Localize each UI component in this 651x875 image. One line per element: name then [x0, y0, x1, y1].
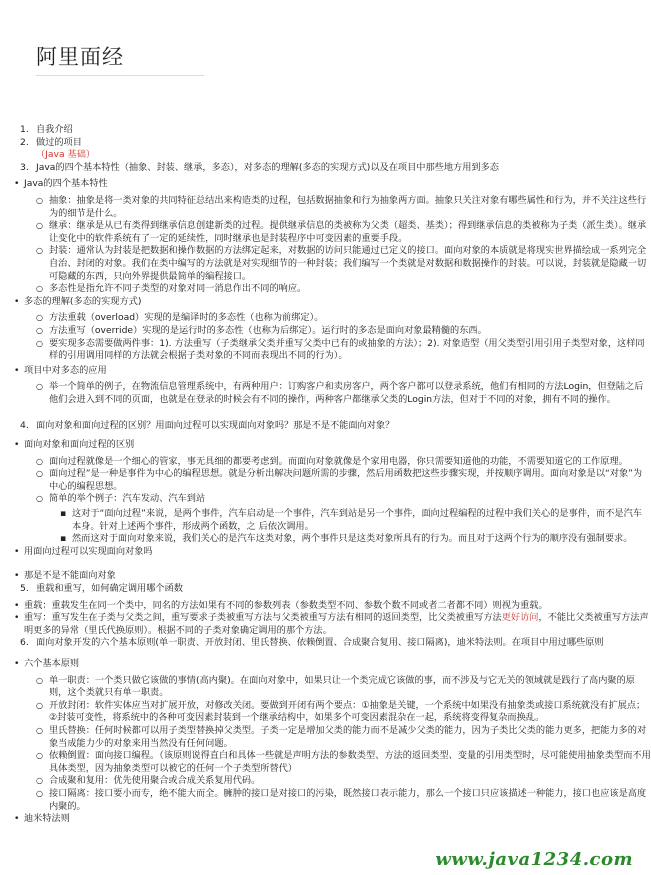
bullet-icon: •	[14, 570, 20, 582]
circle-bullet-icon: ○	[36, 469, 43, 479]
item-text: Java的四个基本特性（抽象、封装、继承，多态），对多态的理解(多态的实现方式)以及在项目中那些地方用到多态	[36, 161, 499, 173]
bullet-icon: •	[14, 657, 20, 669]
sub-sub-bullet-item: ▪ 这对于“面向过程”来说，是两个事件，汽车启动是一个事件，汽车到站是另一个事件，面向过程编程的过程中我们关心的是事件，而不是汽车本身。针对上述两个事件，形成两个函数，之 后依次调用。	[60, 508, 642, 532]
sub-bullet-item: ○ 面向过程”是一种是事件为中心的编程思想。就是分析出解决问题所需的步骤，然后用函数把这些步骤实现，并按顺序调用。面向对象是以“对象”为中心的编程思想。	[36, 468, 643, 492]
question-list	[0, 124, 651, 826]
bullet-icon: •	[14, 295, 20, 307]
bullet-item: • 重载：重载发生在同一个类中，同名的方法如果有不同的参数列表（参数类型不同、参数个数不同或者二者都不同）则视为重载。	[14, 599, 548, 611]
bullet-icon: •	[14, 364, 20, 376]
bullet-item: • 项目中对多态的应用	[14, 364, 107, 376]
bullet-icon: •	[14, 178, 20, 190]
title-divider	[36, 75, 204, 76]
square-bullet-icon: ▪	[60, 533, 67, 545]
circle-bullet-icon: ○	[36, 675, 43, 685]
sub-bullet-item: ○ 方法重载（overload）实现的是编译时的多态性（也称为前绑定）。	[36, 312, 324, 324]
circle-bullet-icon: ○	[36, 494, 43, 504]
sub-bullet-item: ○ 合成聚和复用：优先使用聚合或合成关系复用代码。	[36, 775, 261, 787]
circle-bullet-icon: ○	[36, 776, 43, 786]
bullet-item: • 面向对象和面向过程的区别	[14, 439, 135, 451]
sub-bullet-item: ○ 面向过程就像是一个细心的管家，事无具细的都要考虑到。而面向对象就像是个家用电器，你只需要知道他的功能，不需要知道它的工作原理。	[36, 455, 628, 467]
sub-bullet-item: ○ 开放封闭：软件实体应当对扩展开放，对修改关闭。要做到开闭有两个要点：①抽象是关键，一个系统中如果没有抽象类或接口系统就没有扩展点；②封装可变性，将系统中的各种可变因素封装到一个继承结构中，如果多个可变因素混杂在一起，系统将变得复杂而换乱。	[36, 699, 646, 724]
bullet-item: • 那是不是不能面向对象	[14, 570, 116, 582]
item-number: 1.	[20, 124, 29, 135]
item-number: 6.	[20, 637, 29, 649]
circle-bullet-icon: ○	[36, 338, 43, 348]
circle-bullet-icon: ○	[36, 700, 43, 710]
circle-bullet-icon: ○	[36, 751, 43, 761]
bullet-icon: •	[14, 545, 20, 557]
item-number: 5.	[20, 583, 29, 594]
sub-bullet-item: ○ 简单的举个例子：汽车发动、汽车到站	[36, 493, 206, 505]
bullet-item: • 迪米特法则	[14, 813, 70, 825]
question-item	[0, 583, 651, 596]
sub-sub-bullet-item: ▪ 然而这对于面向对象来说，我们关心的是汽车这类对象，两个事件只是这类对象所具有的行为。而且对于这两个行为的顺序没有强制要求。	[60, 533, 633, 545]
circle-bullet-icon: ○	[36, 246, 43, 256]
circle-bullet-icon: ○	[36, 221, 43, 231]
sub-bullet-item: ○ 接口隔离：接口要小而专，绝不能大而全。臃肿的接口是对接口的污染，既然接口表示能力，那么一个接口只应该描述一种能力，接口也应该是高度内聚的。	[36, 787, 647, 812]
sub-bullet-item: ○ 要实现多态需要做两件事：1). 方法重写（子类继承父类并重写父类中已有的或抽象的方法）；2). 对象造型（用父类型引用引用子类型对象，这样同样的引用调用同样的方法就会根据子类对象的不同而表现出不同的行为）。	[36, 337, 645, 362]
circle-bullet-icon: ○	[36, 725, 43, 735]
sub-bullet-item: ○ 继承：继承是从已有类得到继承信息创建新类的过程。提供继承信息的类被称为父类（超类、基类）；得到继承信息的类被称为子类（派生类）。继承让变化中的软件系统有了一定的延续性，同时继承也是封装程序中可变因素的重要手段。	[36, 220, 647, 244]
circle-bullet-icon: ○	[36, 195, 43, 205]
square-bullet-icon: ▪	[60, 508, 67, 520]
watermark: www.java1234.com	[435, 849, 633, 871]
question-item	[0, 420, 651, 433]
item-number: 4.	[20, 420, 29, 432]
circle-bullet-icon: ○	[36, 382, 43, 392]
bullet-item: • 六个基本原则	[14, 657, 80, 669]
item-number: 3.	[20, 161, 29, 173]
sub-bullet-item: ○ 方法重写（override）实现的是运行时的多态性（也称为后绑定）。运行时的多态是面向对象最精髓的东西。	[36, 324, 487, 336]
item-text: 自我介绍	[36, 124, 73, 135]
item-number: 2.	[20, 136, 29, 148]
sub-bullet-item: ○ 里氏替换：任何时候都可以用子类型替换掉父类型。子类一定是增加父类的能力而不是减少父类的能力，因为子类比父类的能力更多，把能力多的对象当成能力少的对象来用当然没有任何问题。	[36, 724, 647, 749]
circle-bullet-icon: ○	[36, 788, 43, 798]
question-item	[0, 137, 651, 162]
sub-bullet-item: ○ 封装：通常认为封装是把数据和操作数据的方法绑定起来，对数据的访问只能通过已定义的接口。面向对象的本质就是将现实世界描绘成一系列完全自治、封闭的对象。我们在类中编写的方法就是对实现细节的一种封装；我们编写一个类就是对数据和数据操作的封装。可以说，封装就是隐藏一切可隐藏的东西，只向外界提供最简单的编程接口。	[36, 245, 647, 282]
sub-bullet-item: ○ 举一个简单的例子，在物流信息管理系统中，有两种用户：订购客户和卖房客户，两个客户都可以登录系统，他们有相同的方法Login，但登陆之后他们会进入到不同的页面，也就是在登录的时候会有不同的操作，两种客户都继承父类的Login方法，但对于不同的对象，拥有不同的操作。	[36, 381, 644, 405]
page-title: 阿里面经	[36, 45, 124, 69]
sub-bullet-item: ○ 抽象：抽象是将一类对象的共同特征总结出来构造类的过程，包括数据抽象和行为抽象两方面。抽象只关注对象有哪些属性和行为，并不关注这些行为的细节是什么。	[36, 194, 647, 219]
bullet-icon: •	[14, 813, 20, 825]
item-text: 重载和重写，如何确定调用哪个函数	[36, 583, 183, 594]
question-item	[0, 162, 651, 175]
bullet-icon: •	[14, 599, 20, 611]
sub-bullet-item: ○ 多态性是指允许不同子类型的对象对同一消息作出不同的响应。	[36, 283, 307, 295]
bullet-icon: •	[14, 439, 20, 451]
sub-bullet-item: ○ 单一职责：一个类只做它该做的事情(高内聚)。在面向对象中，如果只让一个类完成它该做的事，而不涉及与它无关的领域就是践行了高内聚的原则，这个类就只有单一职责。	[36, 674, 635, 699]
circle-bullet-icon: ○	[36, 284, 43, 294]
item-text: 面向对象开发的六个基本原则(单一职责、开放封闭、里氏替换、依赖倒置、合成聚合复用、接口隔离)，迪米特法则。在项目中用过哪些原则	[36, 637, 604, 649]
item-text: 做过的项目	[36, 136, 82, 148]
circle-bullet-icon: ○	[36, 456, 43, 466]
circle-bullet-icon: ○	[36, 313, 43, 323]
sub-bullet-item: ○ 依赖倒置：面向接口编程。（该原则说得直白和具体一些就是声明方法的参数类型、方法的返回类型、变量的引用类型时，尽可能使用抽象类型而不用具体类型，因为抽象类型可以被它的任何一个子类型所替代）	[36, 750, 651, 774]
bullet-item: • 多态的理解(多态的实现方式)	[14, 295, 142, 307]
circle-bullet-icon: ○	[36, 325, 43, 335]
question-item	[0, 637, 651, 650]
highlighted-text: 更好访问	[501, 612, 539, 624]
item-text: 面向对象和面向过程的区别？用面向过程可以实现面向对象吗？那是不是不能面向对象？	[36, 420, 395, 432]
bullet-icon: •	[14, 612, 20, 624]
bullet-item: • Java的四个基本特性	[14, 178, 108, 190]
question-item	[0, 124, 651, 137]
bullet-item: • 重写：重写发生在子类与父类之间，重写要求子类被重写方法与父类被重写方法有相同的返回类型，比父类被重写方法更好访问，不能比父类被重写方法声明更多的异常（里氏代换原则）。根据不同的子类对象确定调用的那个方法。	[14, 612, 649, 636]
section-label: （Java 基础）	[36, 149, 96, 161]
bullet-item: • 用面向过程可以实现面向对象吗	[14, 545, 153, 557]
